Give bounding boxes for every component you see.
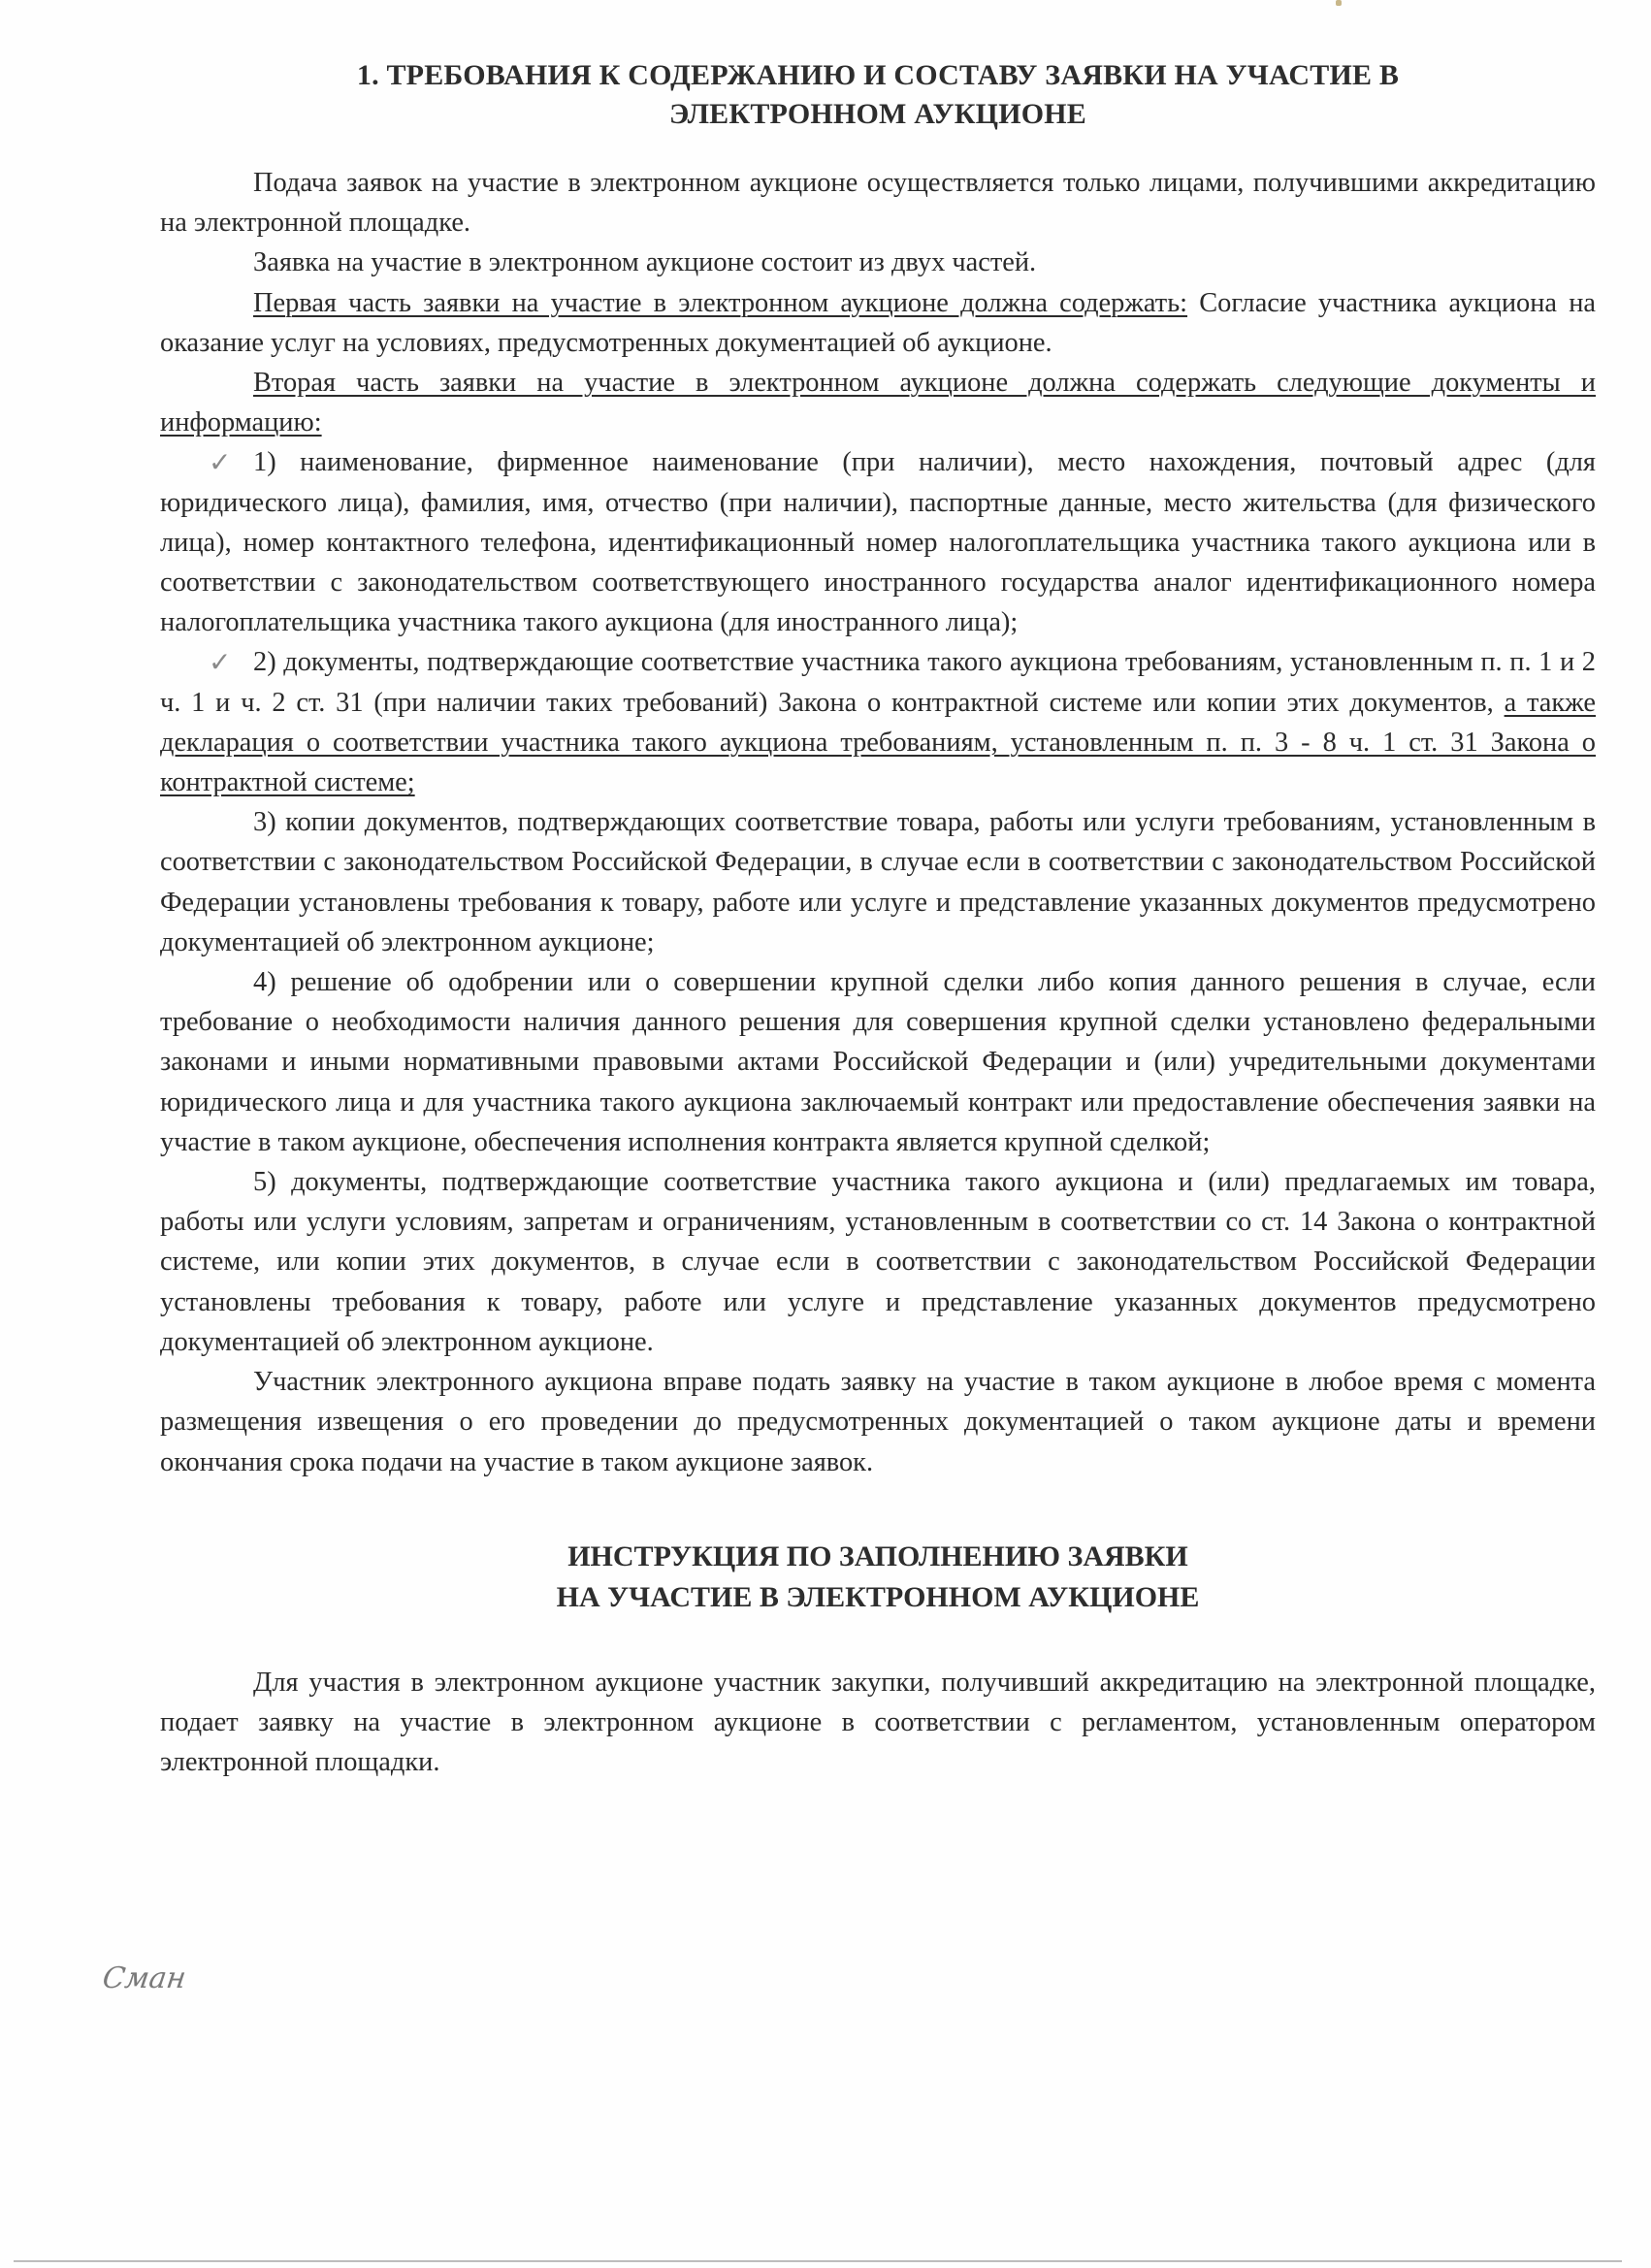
list-item-1 (160, 442, 1596, 642)
handwritten-note: Сман (100, 1961, 188, 1995)
document-page (160, 56, 1596, 1782)
list-item-text: 2) документы, подтверждающие соответствие участника такого аукциона требованиям, установленным п. п. 1 и 2 ч. 1 и ч. 2 ст. 31 (при наличии таких требований) Закона о контрактной системе или копии этих документов, (160, 647, 1596, 718)
paragraph-submission: Подача заявок на участие в электронном аукционе осуществляется только лицами, получившими аккредитацию на электронной площадке. (160, 168, 1596, 239)
paragraph-submission-time: Участник электронного аукциона вправе подать заявку на участие в таком аукционе в любое время с момента размещения извещения о его проведении до предусмотренных документацией о таком аукционе даты и времени окончания срока подачи на участие в таком аукционе заявок. (160, 1367, 1596, 1477)
paragraph-instruction: Для участия в электронном аукционе участник закупки, получивший аккредитацию на электронной площадке, подает заявку на участие в электронном аукционе в соответствии с регламентом, установленным оператором электронной площадки. (160, 1667, 1596, 1778)
section-1-title (160, 56, 1596, 134)
section-1-body (160, 163, 1596, 1482)
page-edge-line (14, 2260, 1622, 2262)
list-item-5 (160, 1162, 1596, 1362)
first-part-heading: Первая часть заявки на участие в электронном аукционе должна содержать: (253, 287, 1188, 318)
paragraph-second-part (160, 363, 1596, 442)
checkmark-icon: ✓ (209, 446, 232, 479)
second-part-heading: Вторая часть заявки на участие в электронном аукционе должна содержать следующие документы и информацию: (160, 368, 1596, 438)
section-2-title-line-1: ИНСТРУКЦИЯ ПО ЗАПОЛНЕНИЮ ЗАЯВКИ (567, 1539, 1188, 1572)
section-2-body (160, 1663, 1596, 1783)
list-item-text: 4) решение об одобрении или о совершении крупной сделки либо копия данного решения в случае, если требование о необходимости наличия данного решения для совершения крупной сделки установлено федеральными законами и иными нормативными правовыми актами Российской Федерации и (или) учредительными документами юридического лица и для участника такого аукциона заключаемый контракт или предоставление обеспечения заявки на участие в таком аукционе, обеспечения исполнения контракта является крупной сделкой; (160, 967, 1596, 1157)
list-item-4 (160, 962, 1596, 1162)
list-item-text: 5) документы, подтверждающие соответствие участника такого аукциона и (или) предлагаемых им товара, работы или услуги условиям, запретам и ограничениям, установленным в соответствии со ст. 14 Закона о контрактной системе, или копии этих документов, в случае если в соответствии с законодательством Российской Федерации установлены требования к товару, работе или услуге и представление указанных документов предусмотрено документацией об электронном аукционе. (160, 1167, 1596, 1357)
list-item-underlined-text: а также декларация о соответствии участника такого аукциона требованиям, установленным п. п. 3 - 8 ч. 1 ст. 31 Закона о контрактной системе; (160, 687, 1596, 798)
list-item-text: 3) копии документов, подтверждающих соответствие товара, работы или услуги требованиям, установленным в соответствии с законодательством Российской Федерации, в случае если в соответствии с законодательством Российской Федерации установлены требования к товару, работе или услуге и представление указанных документов предусмотрено документацией об электронном аукционе; (160, 807, 1596, 957)
checkmark-icon: ✓ (209, 646, 232, 679)
paragraph-two-parts: Заявка на участие в электронном аукционе состоит из двух частей. (253, 247, 1037, 278)
section-1-title-line-2: ЭЛЕКТРОННОМ АУКЦИОНЕ (668, 98, 1087, 130)
list-item-text: 1) наименование, фирменное наименование (при наличии), место нахождения, почтовый адрес (для юридического лица), фамилия, имя, отчество (при наличии), паспортные данные, место жительства (для физического лица), номер контактного телефона, идентификационный номер налогоплательщика участника такого аукциона или в соответствии с законодательством соответствующего иностранного государства аналог идентификационного номера налогоплательщика участника такого аукциона (для иностранного лица); (160, 447, 1596, 638)
section-2-title (160, 1537, 1596, 1618)
paragraph-first-part (160, 283, 1596, 363)
scan-mark (1336, 0, 1342, 6)
list-item-3 (160, 802, 1596, 962)
list-item-2 (160, 642, 1596, 802)
first-part-text: Согласие участника аукциона на оказание услуг на условиях, предусмотренных документацией об аукционе. (160, 287, 1596, 358)
section-2-title-line-2: НА УЧАСТИЕ В ЭЛЕКТРОННОМ АУКЦИОНЕ (556, 1580, 1200, 1613)
section-1-title-line-1: 1. ТРЕБОВАНИЯ К СОДЕРЖАНИЮ И СОСТАВУ ЗАЯВКИ НА УЧАСТИЕ В (356, 59, 1400, 91)
